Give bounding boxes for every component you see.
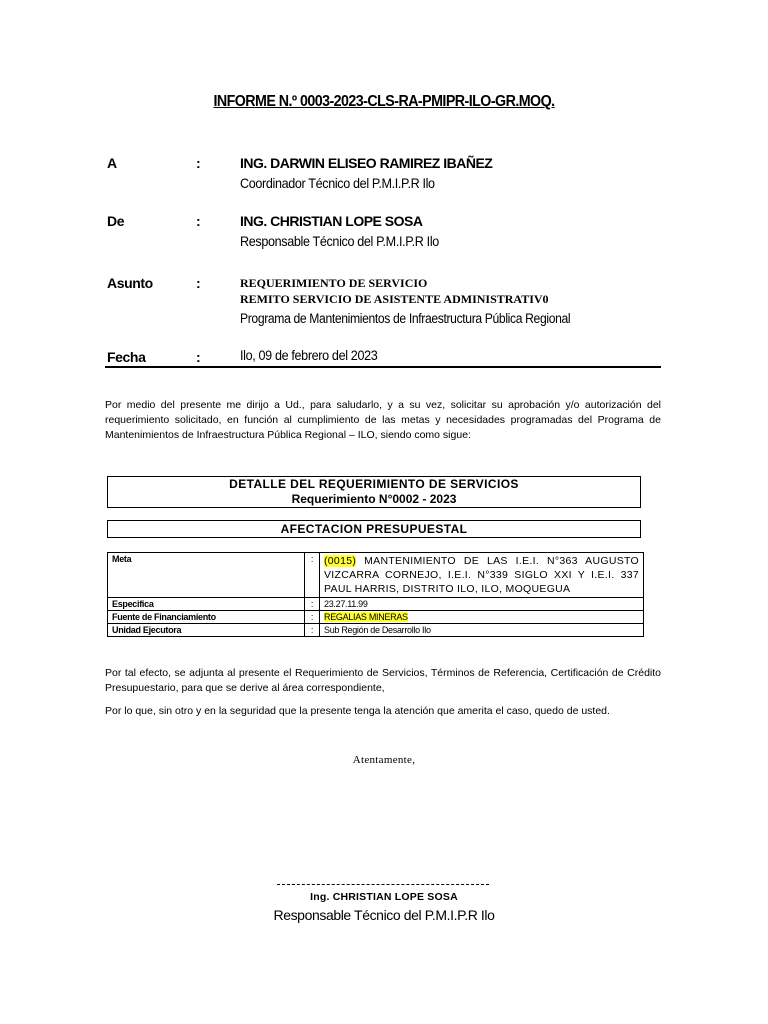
table-row-fuente	[108, 611, 644, 624]
meta-code: (0015)	[324, 555, 357, 567]
budget-box-title: AFECTACION PRESUPUESTAL	[280, 522, 468, 536]
budget-box	[107, 520, 641, 538]
meta-value	[320, 553, 644, 598]
document-title: INFORME N.º 0003-2023-CLS-RA-PMIPR-ILO-GR.MOQ.	[213, 93, 555, 110]
table-row-especifica	[108, 598, 644, 611]
unidad-value: Sub Región de Desarrollo Ilo	[320, 624, 644, 637]
meta-description: MANTENIMIENTO DE LAS I.E.I. N°363 AUGUSTO VIZCARRA CORNEJO, I.E.I. N°339 SIGLO XXI Y I.E.I. 337 PAUL HARRIS, DISTRITO ILO, ILO, MOQUEGUA	[324, 555, 639, 595]
signature-name: Ing. CHRISTIAN LOPE SOSA	[310, 891, 458, 903]
signature-line	[277, 884, 489, 885]
to-role: Coordinador Técnico del P.M.I.P.R Ilo	[240, 175, 435, 191]
subject-line-2: REMITO SERVICIO DE ASISTENTE ADMINISTRATIV0	[240, 292, 549, 306]
closing-text: Atentamente,	[352, 754, 416, 766]
unidad-key: Unidad Ejecutora	[108, 624, 305, 637]
subject-colon: :	[196, 275, 201, 291]
budget-table	[107, 552, 644, 637]
table-row-unidad	[108, 624, 644, 637]
date-label: Fecha	[107, 349, 146, 365]
especifica-value: 23.27.11.99	[320, 598, 644, 611]
date-colon: :	[196, 349, 201, 365]
especifica-key: Especifica	[108, 598, 305, 611]
fuente-colon: :	[305, 611, 320, 624]
fuente-value: REGALIAS MINERAS	[324, 612, 408, 622]
header-divider	[105, 366, 661, 368]
intro-paragraph: Por medio del presente me dirijo a Ud., para saludarlo, y a su vez, solicitar su aprobación y/o autorización del requerimiento solicitado, en función al cumplimiento de las metas y necesidades programadas del Programa de Mantenimientos de Infraestructura Pública Regional – ILO, siendo como sigue:	[105, 399, 661, 441]
from-role: Responsable Técnico del P.M.I.P.R Ilo	[240, 233, 439, 249]
signature-role: Responsable Técnico del P.M.I.P.R Ilo	[273, 907, 495, 923]
from-colon: :	[196, 213, 201, 229]
subject-line-3: Programa de Mantenimientos de Infraestructura Pública Regional	[240, 311, 571, 326]
from-label: De	[107, 213, 125, 229]
paragraph-closing: Por lo que, sin otro y en la seguridad que la presente tenga la atención que amerita el caso, quedo de usted.	[105, 705, 610, 717]
subject-label: Asunto	[107, 275, 153, 291]
table-row-meta	[108, 553, 644, 598]
meta-key: Meta	[108, 553, 305, 598]
detail-box	[107, 476, 641, 508]
detail-box-subtitle: Requerimiento N°0002 - 2023	[291, 492, 457, 506]
fuente-value-cell	[320, 611, 644, 624]
especifica-colon: :	[305, 598, 320, 611]
paragraph-attachments: Por tal efecto, se adjunta al presente el Requerimiento de Servicios, Términos de Referencia, Certificación de Crédito Presupuestario, para que se derive al área correspondiente,	[105, 667, 661, 694]
date-value: Ilo, 09 de febrero del 2023	[240, 347, 378, 363]
detail-box-title: DETALLE DEL REQUERIMIENTO DE SERVICIOS	[229, 477, 519, 491]
to-colon: :	[196, 155, 201, 171]
to-name: ING. DARWIN ELISEO RAMIREZ IBAÑEZ	[240, 155, 493, 171]
from-name: ING. CHRISTIAN LOPE SOSA	[240, 213, 423, 229]
to-label: A	[107, 155, 117, 171]
fuente-key: Fuente de Financiamiento	[108, 611, 305, 624]
subject-line-1: REQUERIMIENTO DE SERVICIO	[240, 276, 428, 290]
unidad-colon: :	[305, 624, 320, 637]
meta-colon: :	[305, 553, 320, 598]
